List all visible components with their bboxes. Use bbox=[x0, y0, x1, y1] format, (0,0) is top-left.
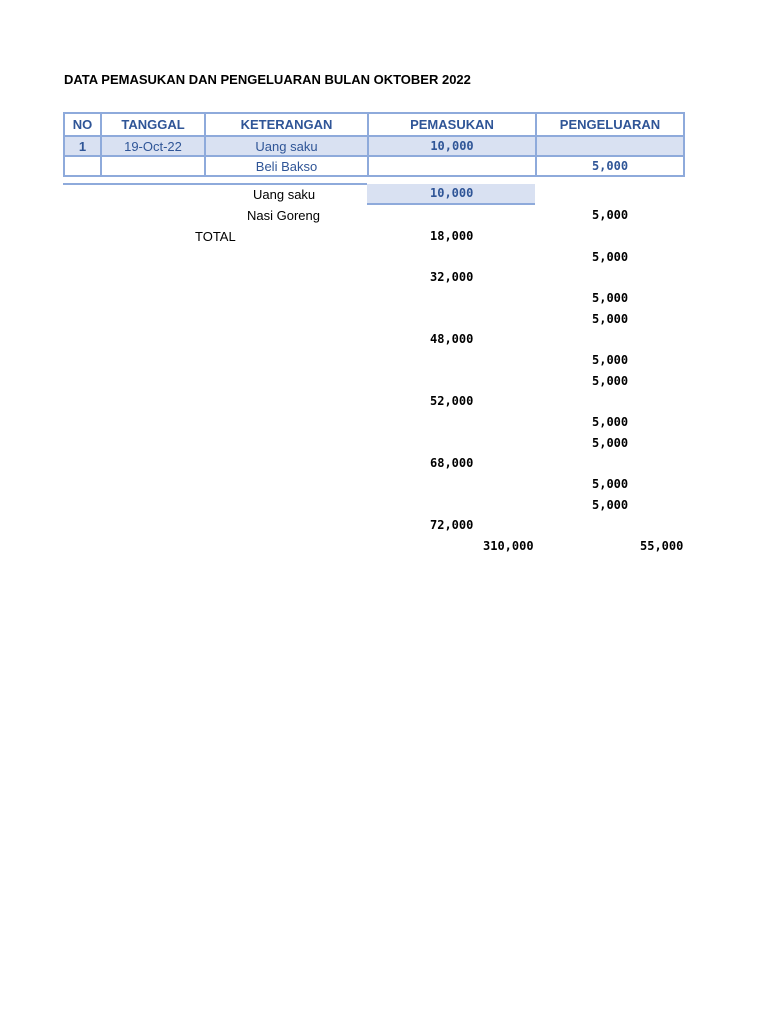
finance-table bbox=[63, 112, 685, 177]
pemasukan-value: 72,000 bbox=[430, 518, 474, 532]
header-no: NO bbox=[64, 113, 101, 136]
page-title: DATA PEMASUKAN DAN PENGELUARAN BULAN OKTOBER 2022 bbox=[64, 72, 471, 87]
pengeluaran-value: 5,000 bbox=[592, 291, 629, 305]
pengeluaran-value: 5,000 bbox=[592, 477, 629, 491]
header-keterangan: KETERANGAN bbox=[205, 113, 368, 136]
cell-keterangan: Uang saku bbox=[205, 136, 368, 156]
pengeluaran-value: 5,000 bbox=[592, 312, 629, 326]
total-pemasukan: 310,000 bbox=[483, 539, 534, 553]
nasi-goreng-value: 5,000 bbox=[592, 208, 629, 222]
table-row bbox=[64, 156, 684, 176]
pengeluaran-value: 5,000 bbox=[592, 436, 629, 450]
table-header-row bbox=[64, 113, 684, 136]
pemasukan-value: 52,000 bbox=[430, 394, 474, 408]
pengeluaran-value: 5,000 bbox=[592, 353, 629, 367]
pemasukan-value: 48,000 bbox=[430, 332, 474, 346]
uang-saku-value: 10,000 bbox=[430, 186, 474, 200]
cell-no bbox=[64, 156, 101, 176]
header-pengeluaran: PENGELUARAN bbox=[536, 113, 684, 136]
cell-pengeluaran: 5,000 bbox=[536, 156, 684, 176]
total-pengeluaran: 55,000 bbox=[640, 539, 684, 553]
cell-tanggal: 19-Oct-22 bbox=[101, 136, 205, 156]
nasi-goreng-label: Nasi Goreng bbox=[247, 208, 320, 223]
pemasukan-value: 68,000 bbox=[430, 456, 474, 470]
cell-no: 1 bbox=[64, 136, 101, 156]
pemasukan-value: 32,000 bbox=[430, 270, 474, 284]
pengeluaran-value: 5,000 bbox=[592, 498, 629, 512]
cell-pemasukan: 10,000 bbox=[368, 136, 536, 156]
table-row bbox=[64, 136, 684, 156]
pengeluaran-value: 5,000 bbox=[592, 374, 629, 388]
table-bottom-border bbox=[63, 183, 367, 185]
pengeluaran-value: 5,000 bbox=[592, 250, 629, 264]
cell-pemasukan bbox=[368, 156, 536, 176]
cell-pengeluaran bbox=[536, 136, 684, 156]
pemasukan-value: 18,000 bbox=[430, 229, 474, 243]
header-pemasukan: PEMASUKAN bbox=[368, 113, 536, 136]
uang-saku-label: Uang saku bbox=[253, 187, 316, 202]
total-label: TOTAL bbox=[195, 229, 236, 244]
pengeluaran-value: 5,000 bbox=[592, 415, 629, 429]
cell-keterangan: Beli Bakso bbox=[205, 156, 368, 176]
cell-tanggal bbox=[101, 156, 205, 176]
header-tanggal: TANGGAL bbox=[101, 113, 205, 136]
